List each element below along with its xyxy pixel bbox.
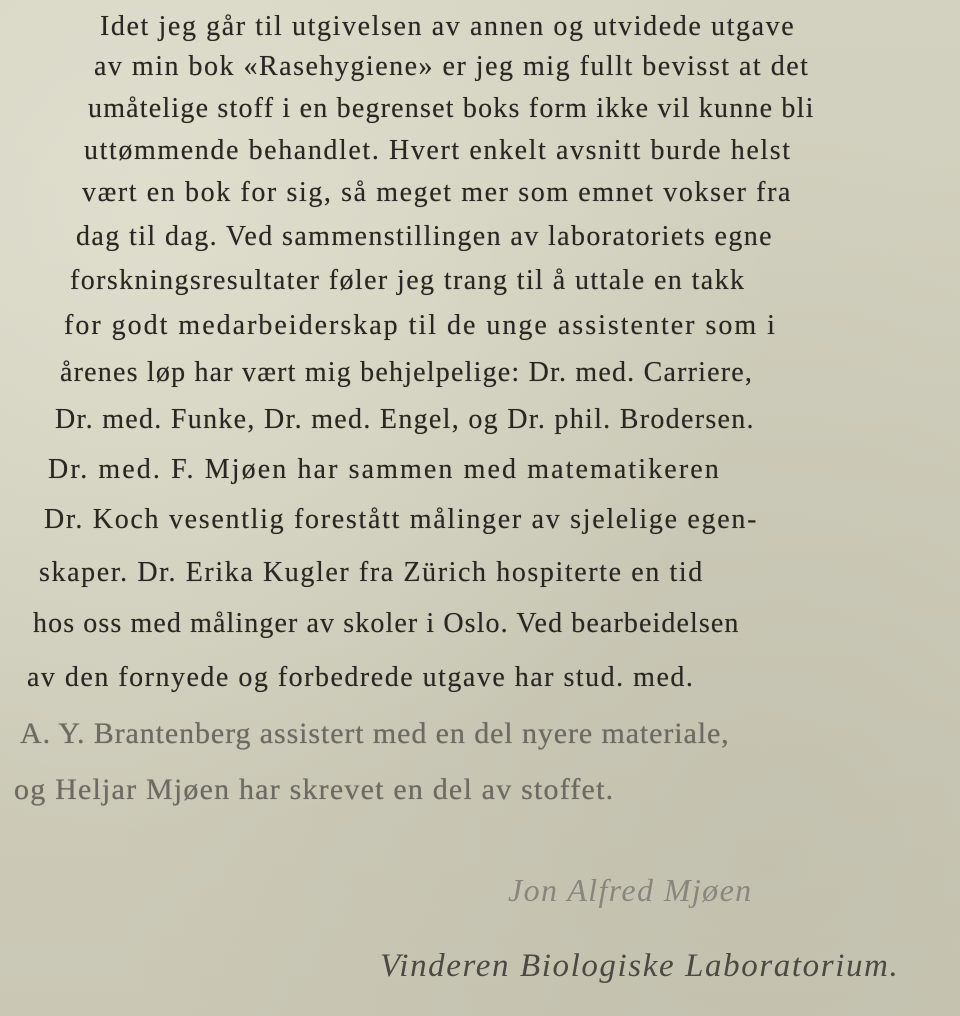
text-line: av den fornyede og forbedrede utgave har stud. med. bbox=[27, 662, 695, 693]
text-line: Dr. Koch vesentlig forestått målinger av sjelelige egen- bbox=[44, 504, 759, 535]
text-line: uttømmende behandlet. Hvert enkelt avsnitt burde helst bbox=[84, 135, 792, 166]
text-line: A. Y. Brantenberg assistert med en del nyere materiale, bbox=[20, 717, 730, 750]
text-line: for godt medarbeiderskap til de unge assistenter som i bbox=[64, 310, 777, 341]
text-line: av min bok «Rasehygiene» er jeg mig fullt bevisst at det bbox=[94, 51, 810, 82]
text-line: Idet jeg går til utgivelsen av annen og utvidede utgave bbox=[100, 11, 796, 42]
text-line: umåtelige stoff i en begrenset boks form ikke vil kunne bli bbox=[88, 93, 815, 124]
text-line: forskningsresultater føler jeg trang til å uttale en takk bbox=[70, 265, 746, 296]
text-line: vært en bok for sig, så meget mer som emnet vokser fra bbox=[82, 177, 793, 208]
text-line: hos oss med målinger av skoler i Oslo. Ved bearbeidelsen bbox=[33, 608, 740, 639]
text-line: og Heljar Mjøen har skrevet en del av stoffet. bbox=[14, 773, 615, 806]
text-line: Dr. med. Funke, Dr. med. Engel, og Dr. phil. Brodersen. bbox=[55, 404, 755, 435]
text-line: skaper. Dr. Erika Kugler fra Zürich hospiterte en tid bbox=[39, 557, 704, 588]
signature-name: Jon Alfred Mjøen bbox=[508, 872, 753, 908]
text-line: Dr. med. F. Mjøen har sammen med matematikeren bbox=[48, 454, 721, 485]
text-line: dag til dag. Ved sammenstillingen av laboratoriets egne bbox=[76, 221, 773, 252]
signature-place: Vinderen Biologiske Laboratorium. bbox=[380, 948, 900, 984]
text-line: årenes løp har vært mig behjelpelige: Dr. med. Carriere, bbox=[60, 357, 754, 388]
